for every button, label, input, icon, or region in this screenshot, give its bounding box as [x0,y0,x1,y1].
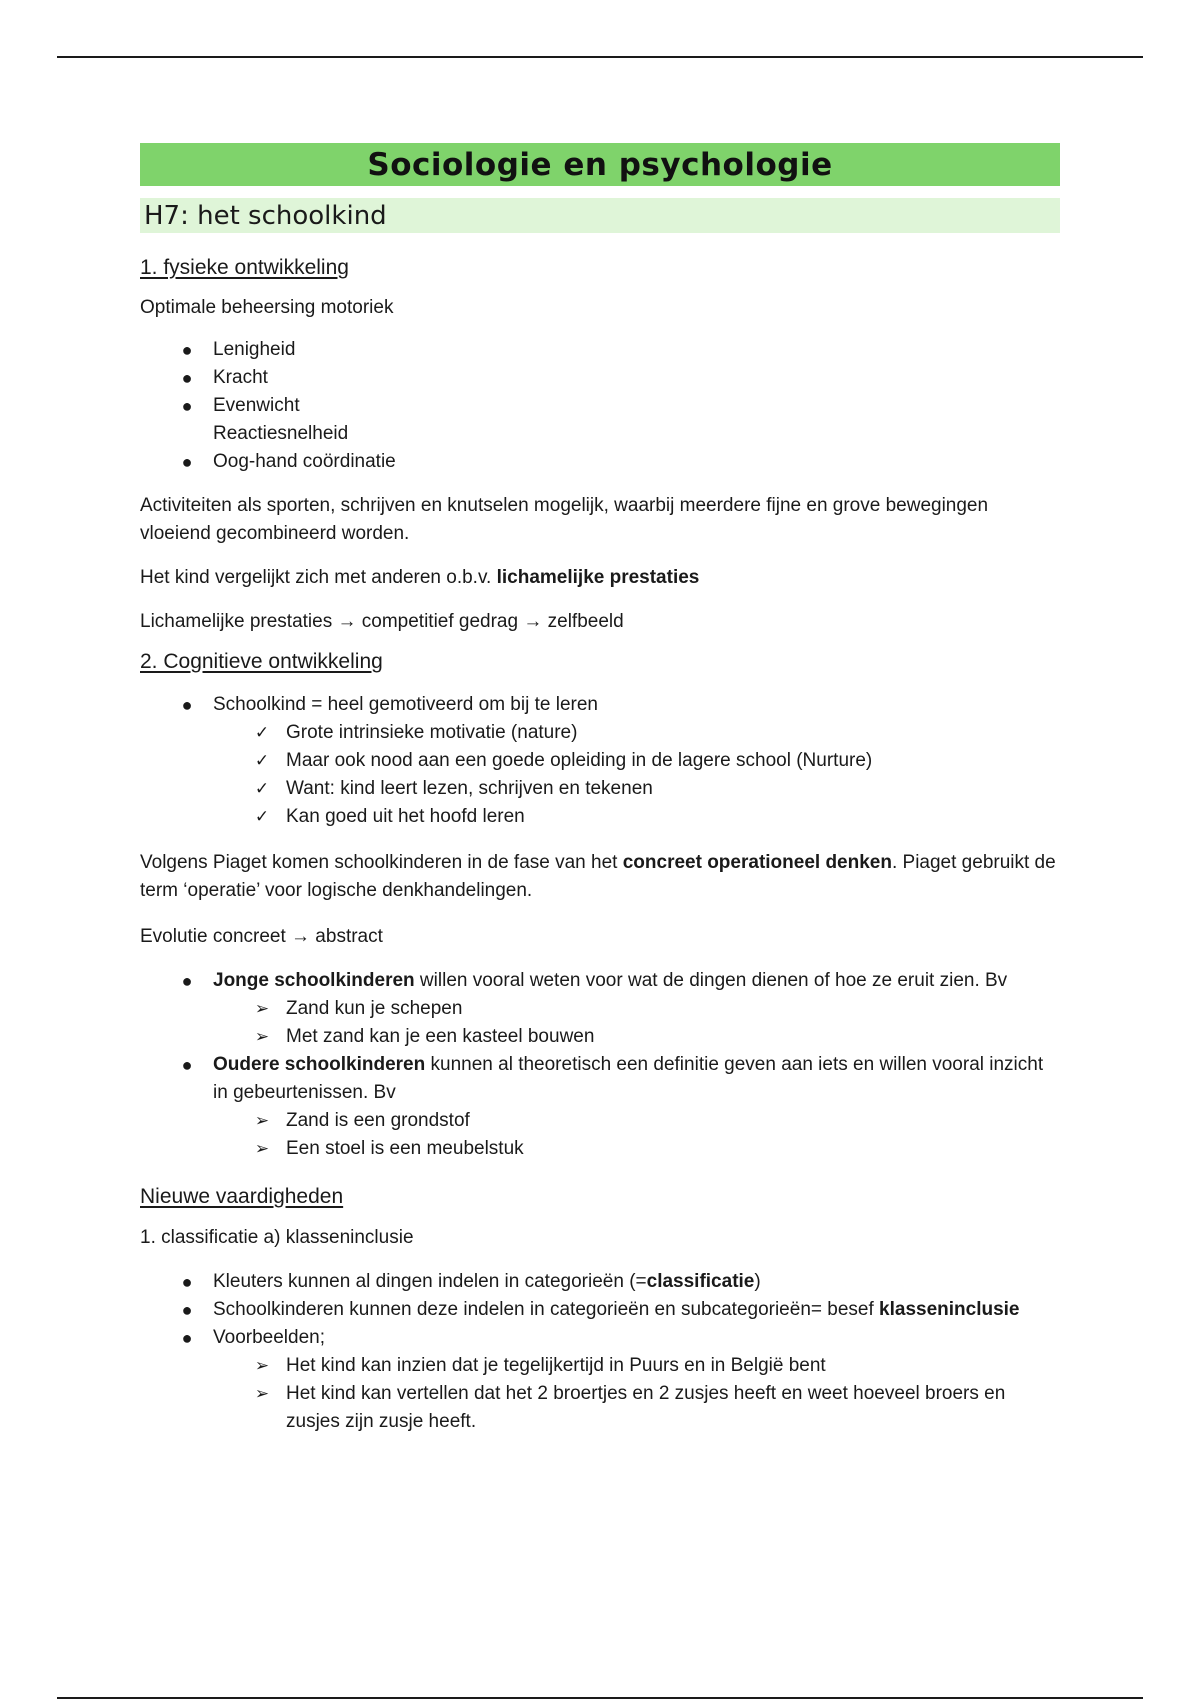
list-item: ➢ Het kind kan vertellen dat het 2 broertjes en 2 zusjes heeft en weet hoeveel broers en zusjes zijn zusje heeft. [140,1380,1060,1436]
arrow-icon: ➢ [254,1139,270,1158]
bullet-icon: ● [181,1055,193,1075]
schoolkinderen-list [140,967,1060,1163]
list-item: ➢ Het kind kan inzien dat je tegelijkertijd in Puurs en in België bent [140,1352,1060,1380]
document-body [140,143,1060,1436]
paragraph-piaget: Volgens Piaget komen schoolkinderen in de fase van het concreet operationeel denken. Piaget gebruikt de term ‘operatie’ voor logische denkhandelingen. [140,852,1056,901]
paragraph-activiteiten: Activiteiten als sporten, schrijven en knutselen mogelijk, waarbij meerdere fijne en grove bewegingen vloeiend gecombineerd worden. [140,495,989,544]
bullet-icon: ● [181,695,193,715]
list-item: ● Kracht [140,364,1060,392]
check-icon: ✓ [254,751,270,770]
paragraph-vergelijkt: Het kind vergelijkt zich met anderen o.b.v. lichamelijke prestaties [140,567,700,588]
list-item: ➢ Met zand kan je een kasteel bouwen [140,1023,1060,1051]
list-item: Reactiesnelheid [213,423,349,444]
chapter-heading: H7: het schoolkind [140,198,1060,233]
list-item: ● Kleuters kunnen al dingen indelen in categorieën (=classificatie) [140,1268,1060,1296]
paragraph-evolutie: Evolutie concreet → abstract [140,926,383,947]
section-heading-fysiek: 1. fysieke ontwikkeling [140,256,349,279]
bullet-icon: ● [181,396,193,416]
bullet-icon: ● [181,971,193,991]
paragraph-prestaties: Lichamelijke prestaties → competitief gedrag → zelfbeeld [140,611,624,632]
motoriek-list [140,336,1060,476]
bullet-icon: ● [181,1272,193,1292]
list-item: ● Schoolkinderen kunnen deze indelen in categorieën en subcategorieën= besef klasseninclusie [140,1296,1060,1324]
bullet-icon: ● [181,340,193,360]
list-item: ● Evenwicht [140,392,1060,420]
list-item: ● Oudere schoolkinderen kunnen al theoretisch een definitie geven aan iets en willen vooral inzicht in gebeurtenissen. Bv [140,1051,1060,1107]
arrow-icon: ➢ [254,1027,270,1046]
bullet-icon: ● [181,1328,193,1348]
page-bottom-rule [57,1697,1143,1699]
list-item: ➢ Zand kun je schepen [140,995,1060,1023]
check-icon: ✓ [254,723,270,742]
arrow-icon: ➢ [254,1111,270,1130]
list-item: ✓ Grote intrinsieke motivatie (nature) [140,719,1060,747]
list-item: ➢ Een stoel is een meubelstuk [140,1135,1060,1163]
list-item: ● Schoolkind = heel gemotiveerd om bij te leren [140,691,1060,719]
section-heading-vaardigheden: Nieuwe vaardigheden [140,1185,344,1208]
bullet-icon: ● [181,368,193,388]
classificatie-list [140,1268,1060,1436]
check-icon: ✓ [254,807,270,826]
motivatie-list [140,691,1060,831]
list-item: ● Voorbeelden; [140,1324,1060,1352]
list-item: ✓ Kan goed uit het hoofd leren [140,803,1060,831]
list-item: ➢ Zand is een grondstof [140,1107,1060,1135]
list-item: ● Oog-hand coördinatie [140,448,1060,476]
page-top-rule [57,56,1143,58]
bullet-icon: ● [181,1300,193,1320]
arrow-icon: ➢ [254,999,270,1018]
list-item: ✓ Maar ook nood aan een goede opleiding in de lagere school (Nurture) [140,747,1060,775]
arrow-icon: ➢ [254,1384,270,1403]
list-item: ● Lenigheid [140,336,1060,364]
section-heading-cognitief: 2. Cognitieve ontwikkeling [140,650,383,673]
paragraph-classificatie: 1. classificatie a) klasseninclusie [140,1227,414,1248]
paragraph-intro: Optimale beheersing motoriek [140,297,394,318]
bullet-icon: ● [181,452,193,472]
check-icon: ✓ [254,779,270,798]
list-item: ● Jonge schoolkinderen willen vooral weten voor wat de dingen dienen of hoe ze eruit zien. Bv [140,967,1060,995]
document-title: Sociologie en psychologie [140,143,1060,186]
list-item: ✓ Want: kind leert lezen, schrijven en tekenen [140,775,1060,803]
arrow-icon: ➢ [254,1356,270,1375]
